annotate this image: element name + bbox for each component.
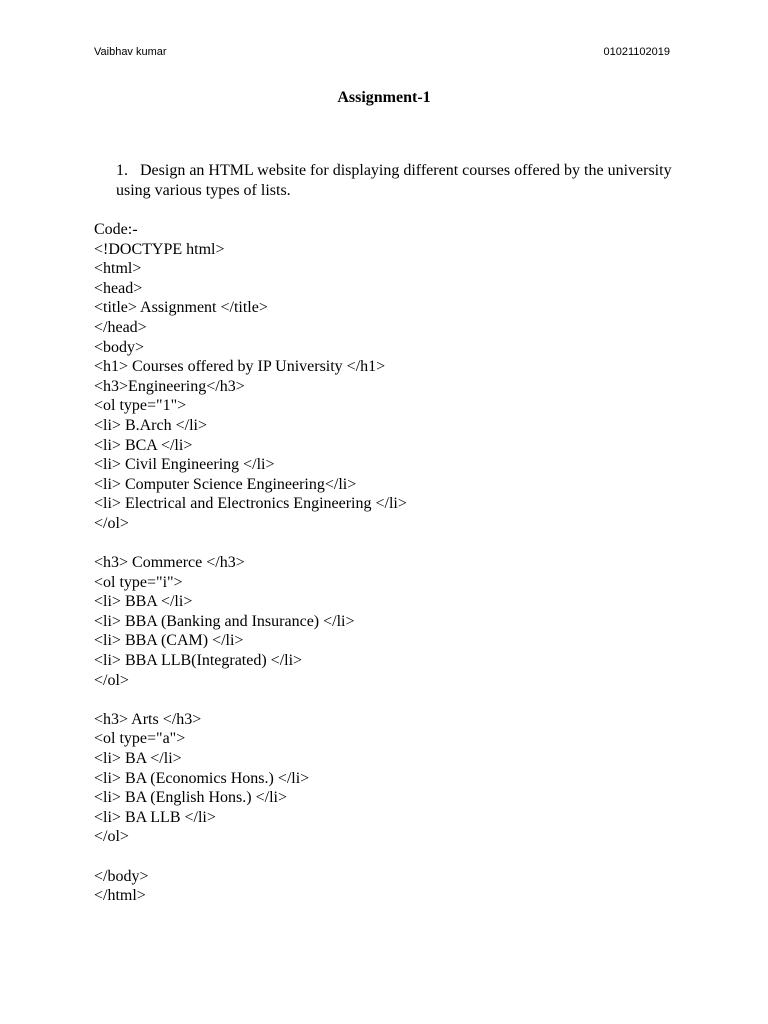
code-line: </ol> <box>94 671 129 689</box>
question-text: Design an HTML website for displaying different courses offered by the university using various types of lists. <box>116 162 672 199</box>
code-line: </body> <box>94 867 149 885</box>
code-line: <ol type="a"> <box>94 730 186 748</box>
code-line: <title> Assignment </title> <box>94 299 268 317</box>
author-name: Vaibhav kumar <box>94 46 167 58</box>
code-line: <li> BBA </li> <box>94 593 193 611</box>
code-line: </html> <box>94 887 146 905</box>
code-line: <ol type="i"> <box>94 573 183 591</box>
blank-line <box>94 690 714 710</box>
code-line: <!DOCTYPE html> <box>94 240 225 258</box>
code-line: <li> BA </li> <box>94 750 182 768</box>
code-block <box>94 220 714 906</box>
code-line: <head> <box>94 279 143 297</box>
blank-line <box>94 847 714 867</box>
code-line: <h3> Commerce </h3> <box>94 554 245 572</box>
code-line: </ol> <box>94 828 129 846</box>
code-line: <li> BBA (CAM) </li> <box>94 632 244 650</box>
code-line: </head> <box>94 318 147 336</box>
blank-line <box>94 534 714 554</box>
code-line: <li> BA (English Hons.) </li> <box>94 789 287 807</box>
roll-number: 01021102019 <box>603 46 670 58</box>
code-line: <body> <box>94 338 145 356</box>
code-line: <h3> Arts </h3> <box>94 710 202 728</box>
code-line: <li> BA (Economics Hons.) </li> <box>94 769 310 787</box>
page-title: Assignment-1 <box>337 89 431 106</box>
code-line: <html> <box>94 260 142 278</box>
code-line: </ol> <box>94 514 129 532</box>
code-line: <h3>Engineering</h3> <box>94 377 245 395</box>
code-line: <li> BCA </li> <box>94 436 193 454</box>
code-line: <li> Computer Science Engineering</li> <box>94 475 357 493</box>
code-line: <li> Civil Engineering </li> <box>94 456 275 474</box>
code-line: <li> Electrical and Electronics Engineering </li> <box>94 495 407 513</box>
code-line: <ol type="1"> <box>94 397 187 415</box>
question <box>116 161 676 201</box>
code-label: Code:- <box>94 221 138 238</box>
code-line: <h1> Courses offered by IP University </h1> <box>94 358 386 376</box>
question-number: 1. <box>116 162 128 179</box>
code-line: <li> BA LLB </li> <box>94 808 216 826</box>
code-line: <li> BBA LLB(Integrated) </li> <box>94 652 303 670</box>
code-line: <li> BBA (Banking and Insurance) </li> <box>94 612 355 630</box>
code-line: <li> B.Arch </li> <box>94 416 207 434</box>
